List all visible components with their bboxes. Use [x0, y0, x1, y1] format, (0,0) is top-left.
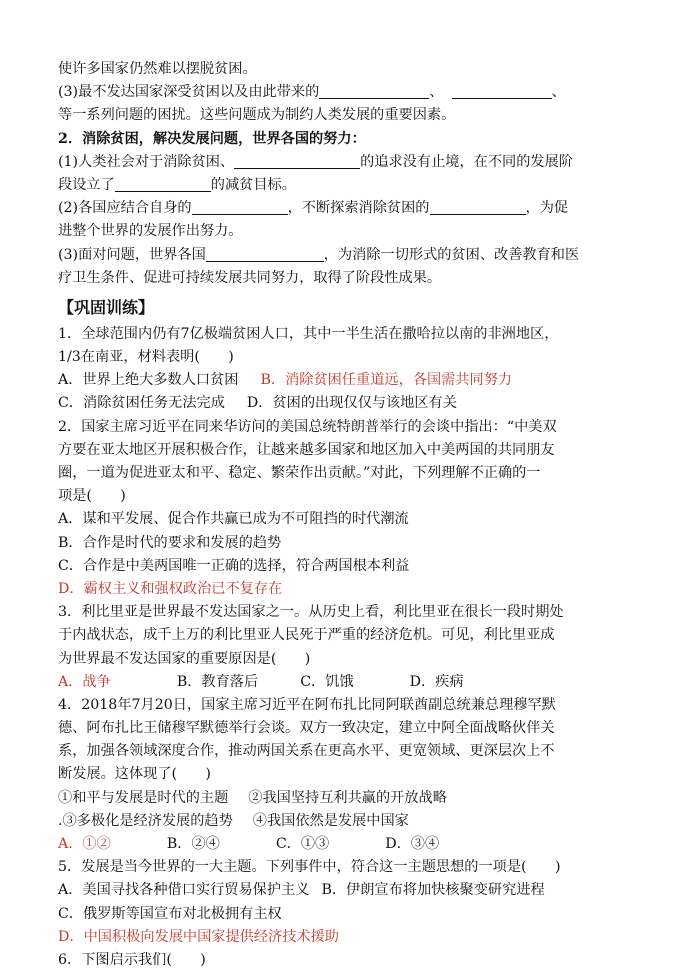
statement-2: ②我国坚持互利共赢的开放战略: [248, 789, 447, 806]
text-fragment: 的减贫目标。: [210, 176, 296, 193]
question-2-line: 项是( ): [58, 488, 126, 505]
text-line: [58, 244, 638, 267]
option-row: [58, 369, 638, 392]
option-b[interactable]: B．合作是时代的要求和发展的趋势: [58, 534, 282, 551]
section-heading: 【巩固训练】: [58, 297, 155, 317]
text-line: [58, 81, 638, 104]
separator: 、: [429, 84, 444, 101]
option-c[interactable]: C．俄罗斯等国宣布对北极拥有主权: [58, 905, 282, 922]
option-d-answer[interactable]: D．中国积极向发展中国家提供经济技术援助: [58, 928, 339, 945]
fill-blank[interactable]: [452, 82, 552, 99]
option-a[interactable]: A．谋和平发展、促合作共赢已成为不可阻挡的时代潮流: [58, 511, 409, 528]
subheading: 2．消除贫困，解决发展问题，世界各国的努力：: [58, 130, 366, 147]
option-d[interactable]: D．③④: [385, 836, 440, 852]
question-1-line: 1．全球范围内仍有7亿极端贫困人口，其中一半生活在撒哈拉以南的非洲地区，: [58, 325, 559, 342]
fill-blank[interactable]: [115, 175, 211, 192]
question-1-line: 1/3在南亚，材料表明( ): [58, 349, 234, 366]
option-c[interactable]: C．①③: [275, 836, 330, 852]
question-4-line: 4．2018年7月20日，国家主席习近平在阿布扎比同阿联酋副总统兼总理穆罕默: [58, 696, 556, 713]
question-2-line: 方要在亚太地区开展积极合作，让越来越多国家和地区加入中美两国的共同朋友: [58, 441, 555, 458]
text-line: 进整个世界的发展作出努力。: [58, 223, 243, 240]
statement-4: ④我国依然是发展中国家: [252, 812, 409, 829]
option-d[interactable]: D．贫困的出现仅仅与该地区有关: [246, 395, 457, 412]
option-a-answer[interactable]: A．①②: [58, 836, 111, 852]
option-b[interactable]: B．伊朗宣布将加快核聚变研究进程: [321, 882, 545, 899]
text-line: 等一系列问题的困扰。这些问题成为制约人类发展的重要因素。: [58, 107, 456, 124]
option-b[interactable]: B．教育落后: [176, 673, 259, 690]
fill-blank[interactable]: [192, 198, 288, 215]
text-fragment: ，不断探索消除贫困的: [287, 200, 430, 217]
question-2-line: 2．国家主席习近平在同来华访问的美国总统特朗普举行的会谈中指出：“中美双: [58, 418, 557, 435]
text-fragment: ，为促: [525, 200, 569, 217]
text-fragment: (2)各国应结合自身的: [58, 200, 192, 217]
statement-row: [58, 787, 638, 810]
question-6-line: 6．下图启示我们( ): [58, 951, 206, 968]
option-a[interactable]: A．美国寻找各种借口实行贸易保护主义: [58, 882, 310, 899]
text-line: [58, 151, 638, 174]
question-3-line: 于内战状态，成千上万的利比里亚人民死于严重的经济危机。可见，利比里亚成: [58, 627, 555, 644]
fill-blank[interactable]: [206, 245, 324, 262]
text-fragment: 的追求没有止境，在不同的发展阶: [360, 153, 573, 170]
question-3-line: 3．利比里亚是世界最不发达国家之一。从历史上看，利比里亚在很长一段时期处: [58, 604, 564, 621]
option-c[interactable]: C．消除贫困任务无法完成: [58, 395, 225, 412]
option-c[interactable]: C．饥饿: [300, 673, 354, 690]
text-fragment: (1)人类社会对于消除贫困、: [58, 153, 235, 170]
fill-blank[interactable]: [234, 152, 360, 169]
option-d-answer[interactable]: D．霸权主义和强权政治已不复存在: [58, 580, 283, 597]
option-b[interactable]: B．②④: [166, 836, 220, 852]
text-line: [58, 174, 638, 197]
option-row: [58, 671, 638, 694]
question-4-line: 系，加强各领域深度合作，推动两国关系在更高水平、更宽领域、更深层次上不: [58, 743, 555, 760]
statement-3: .③多极化是经济发展的趋势: [58, 812, 233, 829]
text-fragment: 段设立了: [58, 176, 115, 193]
question-4-line: 德、阿布扎比王储穆罕默德举行会谈。双方一致决定，建立中阿全面战略伙伴关: [58, 720, 555, 737]
fill-blank[interactable]: [430, 198, 526, 215]
option-a[interactable]: A．世界上绝大多数人口贫困: [58, 372, 239, 389]
text-line: 使许多国家仍然难以摆脱贫困。: [58, 61, 257, 77]
option-b-answer[interactable]: B．消除贫困任重道远，各国需共同努力: [260, 372, 513, 389]
text-fragment: (3)面对问题，世界各国: [58, 246, 206, 263]
text-fragment: ，为消除一切形式的贫困、改善教育和医: [323, 246, 580, 263]
document-page: [58, 58, 638, 972]
text-line: 疗卫生条件、促进可持续发展共同努力，取得了阶段性成果。: [58, 269, 442, 286]
option-a-answer[interactable]: A．战争: [58, 673, 111, 690]
option-row: [58, 879, 638, 902]
question-5-line: 5．发展是当今世界的一大主题。下列事件中，符合这一主题思想的一项是( ): [58, 859, 561, 876]
question-4-line: 断发展。这体现了( ): [58, 766, 211, 783]
statement-row: [58, 810, 638, 833]
option-d[interactable]: D．疾病: [409, 673, 464, 690]
statement-1: ①和平与发展是时代的主题: [58, 789, 229, 806]
text-line: [58, 197, 638, 220]
text-fragment: (3)最不发达国家深受贫困以及由此带来的: [58, 84, 320, 101]
option-row: [58, 392, 638, 415]
option-c[interactable]: C．合作是中美两国唯一正确的选择，符合两国根本利益: [58, 557, 410, 574]
question-2-line: 圈，一道为促进亚太和平、稳定、繁荣作出贡献。”对此，下列理解不正确的一: [58, 465, 541, 481]
fill-blank[interactable]: [319, 82, 429, 99]
option-row: [58, 833, 638, 856]
question-3-line: 为世界最不发达国家的重要原因是( ): [58, 650, 311, 667]
separator: 、: [551, 84, 566, 101]
